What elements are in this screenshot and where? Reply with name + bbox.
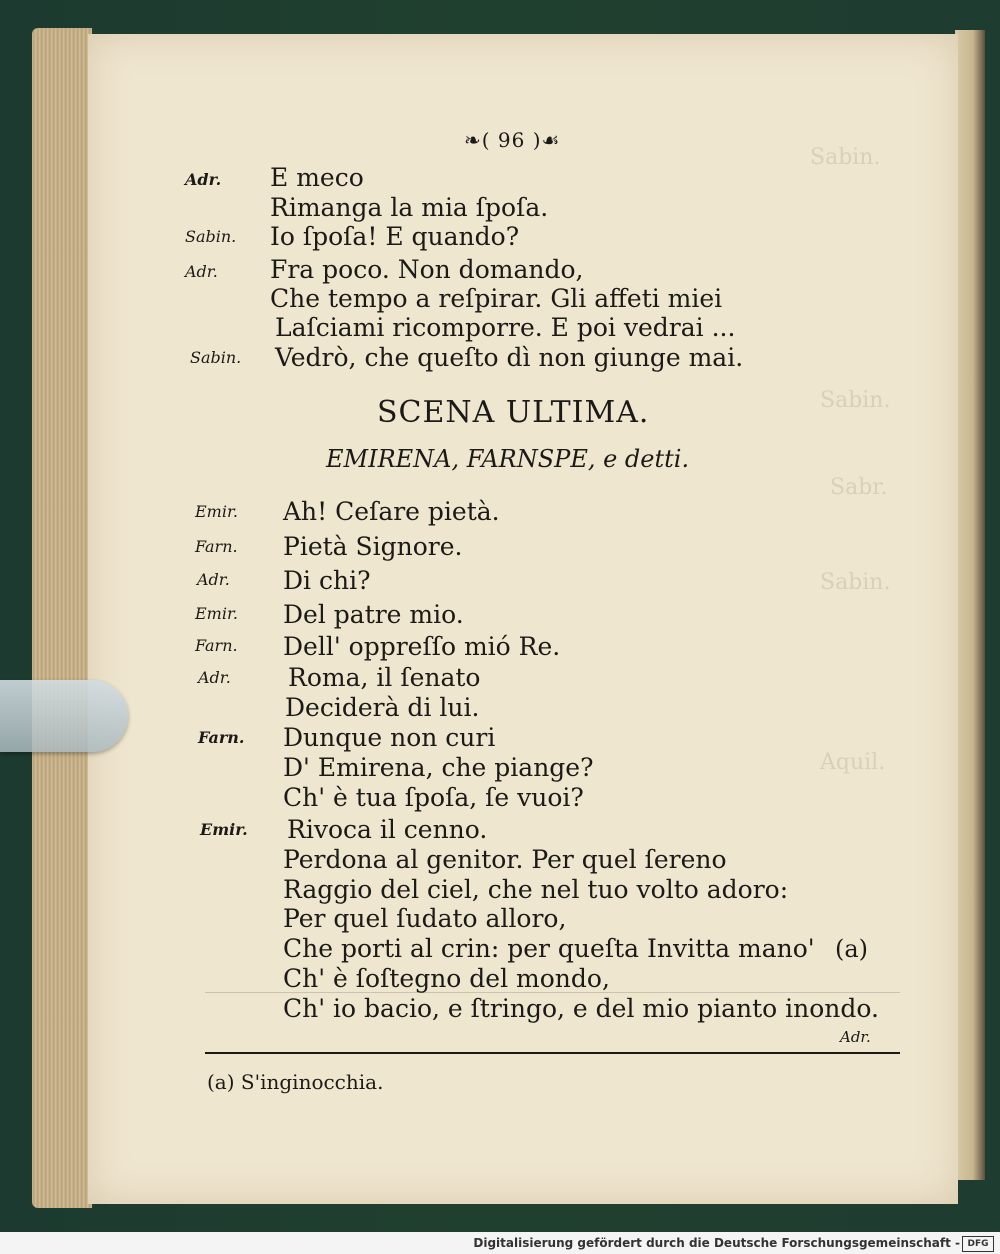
speaker-label: Adr. [197, 570, 230, 589]
verse-line: Fra poco. Non domando, [270, 255, 584, 284]
page-holder-clip [0, 680, 128, 752]
show-through: Sabin. [820, 570, 891, 595]
verse-line: D' Emirena, che piange? [283, 753, 594, 782]
verse-line: Raggio del ciel, che nel tuo volto adoro: [283, 875, 789, 904]
margin-note: (a) [835, 935, 869, 963]
verse-line: Che tempo a reſpirar. Gli affeti miei [270, 284, 723, 313]
verse-line: Perdona al genitor. Per quel ſereno [283, 845, 727, 874]
show-through: Sabin. [810, 145, 881, 170]
catchword: Adr. [840, 1028, 871, 1046]
verse-line: Laſciami ricomporre. E poi vedrai ... [275, 313, 736, 342]
verse-line: Pietà Signore. [283, 532, 463, 561]
speaker-label: Sabin. [185, 227, 237, 246]
speaker-label: Adr. [185, 170, 222, 189]
speaker-label: Sabin. [190, 348, 242, 367]
speaker-label: Farn. [195, 537, 238, 556]
verse-line: Che porti al crin: per queſta Invitta mano' [283, 934, 815, 963]
book-page-edges [32, 28, 92, 1208]
verse-line: E meco [270, 163, 364, 192]
footer-credit: Digitalisierung gefördert durch die Deutsche Forschungsgemeinschaft - [473, 1236, 960, 1250]
show-through: Sabr. [830, 475, 888, 500]
ornament-right-icon: ☙ [541, 128, 561, 152]
verse-line: Vedrò, che queſto dì non giunge mai. [275, 343, 744, 372]
speaker-label: Emir. [195, 502, 238, 521]
footnote: (a) S'inginocchia. [207, 1070, 384, 1094]
faint-rule [205, 992, 900, 993]
scene-title: SCENA ULTIMA. [377, 395, 650, 430]
speaker-label: Adr. [185, 262, 218, 281]
verse-line: Rimanga la mia ſpoſa. [270, 193, 549, 222]
verse-line: Del patre mio. [283, 600, 464, 629]
speaker-label: Emir. [200, 820, 248, 839]
verse-line: Io ſpoſa! E quando? [270, 222, 520, 251]
show-through: Aquil. [820, 750, 886, 775]
verse-line: Ch' io bacio, e ſtringo, e del mio pianto inondo. [283, 994, 879, 1023]
verse-line: Ch' è ſoſtegno del mondo, [283, 964, 610, 993]
verse-line: Ch' è tua ſpoſa, ſe vuoi? [283, 783, 584, 812]
facing-page-edge [955, 30, 985, 1180]
show-through: Sabin. [820, 388, 891, 413]
verse-line: Di chi? [283, 566, 371, 595]
verse-line: Dunque non curi [283, 723, 496, 752]
speaker-label: Adr. [198, 668, 231, 687]
page-number-text: ( 96 ) [481, 128, 542, 152]
verse-line: Dell' oppreſſo mió Re. [283, 632, 561, 661]
verse-line: Roma, il ſenato [288, 663, 481, 692]
footnote-rule [205, 1052, 900, 1054]
speaker-label: Emir. [195, 604, 238, 623]
scene-subtitle: EMIRENA, FARNSPE, e detti. [326, 445, 690, 473]
speaker-label: Farn. [195, 636, 238, 655]
page-number [464, 128, 560, 152]
verse-line: Ah! Ceſare pietà. [283, 497, 500, 526]
dfg-logo: DFG [962, 1236, 994, 1252]
verse-line: Rivoca il cenno. [287, 815, 488, 844]
speaker-label: Farn. [198, 728, 245, 747]
ornament-left-icon: ❧ [464, 128, 482, 152]
verse-line: Deciderà di lui. [285, 693, 480, 722]
verse-line: Per quel ſudato alloro, [283, 904, 567, 933]
